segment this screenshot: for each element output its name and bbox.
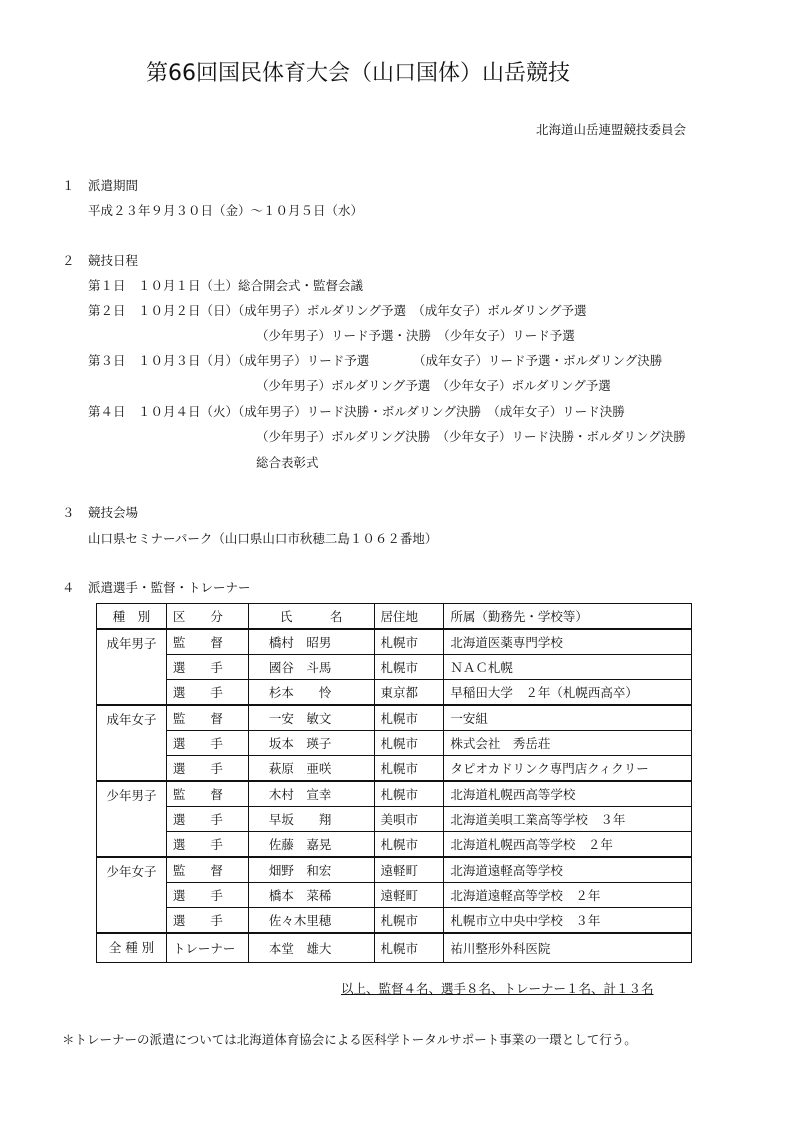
cell-name: 木村 宣幸 [248,781,374,807]
cell-affiliation: 北海道美唄工業高等学校 ３年 [444,807,692,832]
cell-affiliation: 一安組 [444,705,692,731]
cell-role: 選 手 [166,731,248,756]
table-row [97,705,692,731]
section-heading: 競技日程 [88,253,139,268]
cell-affiliation: 株式会社 秀岳荘 [444,731,692,756]
cell-role: 選 手 [166,832,248,858]
cell-name: 萩原 亜咲 [248,756,374,782]
cell-category: 全 種 別 [97,933,167,963]
cell-role: 選 手 [166,680,248,706]
cell-residence: 札幌市 [374,908,444,934]
cell-residence: 東京都 [374,680,444,706]
cell-affiliation: 北海道遠軽高等学校 ２年 [444,883,692,908]
table-row [97,883,692,908]
organization-name: 北海道山岳連盟競技委員会 [536,122,687,137]
schedule-line: （少年男子）リード予選・決勝 （少年女子）リード予選 [256,328,575,343]
cell-role: トレーナー [166,933,248,963]
cell-name: 杉本 怜 [248,680,374,706]
cell-category: 成年男子 [97,629,167,705]
cell-affiliation: 北海道医薬専門学校 [444,629,692,655]
schedule-line: （少年男子）ボルダリング決勝 （少年女子）リード決勝・ボルダリング決勝 [256,429,686,444]
cell-name: 畑野 和宏 [248,857,374,883]
members-table-body [97,604,692,963]
table-row [97,629,692,655]
cell-residence: 札幌市 [374,629,444,655]
cell-name: 橋村 昭男 [248,629,374,655]
cell-name: 橋本 菜稀 [248,883,374,908]
cell-category: 少年女子 [97,857,167,933]
cell-role: 選 手 [166,908,248,934]
cell-affiliation: 早稲田大学 ２年（札幌西高卒） [444,680,692,706]
dispatch-period-text: 平成２３年９月３０日（金）～１０月５日（水） [88,203,364,218]
section-heading: 派遣選手・監督・トレーナー [88,580,251,595]
cell-residence: 札幌市 [374,781,444,807]
table-row [97,832,692,858]
table-row [97,731,692,756]
table-row [97,680,692,706]
table-row [97,756,692,782]
section-dispatch-period-heading [62,176,138,194]
section-heading: 派遣期間 [88,178,139,193]
cell-role: 監 督 [166,705,248,731]
cell-category: 少年男子 [97,781,167,857]
cell-residence: 美唄市 [374,807,444,832]
members-table [96,603,692,963]
section-number: ２ [62,253,75,268]
cell-role: 選 手 [166,807,248,832]
cell-name: 坂本 瑛子 [248,731,374,756]
footnote: ＊トレーナーの派遣については北海道体育協会による医科学トータルサポート事業の一環として行う。 [62,1032,637,1047]
section-number: ３ [62,505,75,520]
schedule-line: 第１日 １０月１日（土）総合開会式・監督会議 [88,278,364,293]
cell-residence: 札幌市 [374,832,444,858]
cell-role: 選 手 [166,883,248,908]
cell-residence: 札幌市 [374,933,444,963]
cell-name: 本堂 雄大 [248,933,374,963]
cell-affiliation: タピオカドリンク専門店クィクリー [444,756,692,782]
cell-residence: 遠軽町 [374,883,444,908]
cell-category: 成年女子 [97,705,167,781]
cell-name: 早坂 翔 [248,807,374,832]
cell-residence: 札幌市 [374,705,444,731]
table-header-row [97,604,692,630]
section-members-heading [62,578,251,596]
cell-name: 國谷 斗馬 [248,655,374,680]
column-header-residence: 居住地 [374,604,444,630]
cell-affiliation: 北海道遠軽高等学校 [444,857,692,883]
venue-text: 山口県セミナーパーク（山口県山口市秋穂二島１０６２番地） [88,531,438,546]
cell-name: 佐藤 嘉晃 [248,832,374,858]
cell-name: 佐々木里穂 [248,908,374,934]
cell-affiliation: 北海道札幌西高等学校 [444,781,692,807]
cell-residence: 札幌市 [374,655,444,680]
schedule-line: 第３日 １０月３日（月）（成年男子）リード予選 （成年女子）リード予選・ボルダリング決勝 [88,353,663,368]
document-title: 第66回国民体育大会（山口国体）山岳競技 [146,61,570,86]
cell-residence: 札幌市 [374,756,444,782]
table-row [97,933,692,963]
cell-role: 選 手 [166,756,248,782]
column-header-affiliation: 所属（勤務先・学校等） [444,604,692,630]
cell-name: 一安 敏文 [248,705,374,731]
table-row [97,781,692,807]
section-number: １ [62,178,75,193]
schedule-line: 総合表彰式 [256,455,319,470]
cell-affiliation: 札幌市立中央中学校 ３年 [444,908,692,934]
table-row [97,807,692,832]
section-venue-heading [62,503,138,521]
cell-residence: 札幌市 [374,731,444,756]
summary-totals: 以上、監督４名、選手８名、トレーナー１名、計１３名 [341,981,654,996]
section-number: ４ [62,580,75,595]
schedule-line: （少年男子）ボルダリング予選 （少年女子）ボルダリング予選 [256,378,611,393]
cell-affiliation: ＮＡＣ札幌 [444,655,692,680]
cell-affiliation: 祐川整形外科医院 [444,933,692,963]
cell-affiliation: 北海道札幌西高等学校 ２年 [444,832,692,858]
section-schedule-heading [62,251,138,269]
cell-role: 監 督 [166,857,248,883]
schedule-line: 第４日 １０月４日（火）（成年男子）リード決勝・ボルダリング決勝 （成年女子）リード決勝 [88,404,625,419]
cell-role: 選 手 [166,655,248,680]
cell-residence: 遠軽町 [374,857,444,883]
cell-role: 監 督 [166,629,248,655]
table-row [97,655,692,680]
section-heading: 競技会場 [88,505,139,520]
table-row [97,857,692,883]
table-row [97,908,692,934]
schedule-line: 第２日 １０月２日（日）（成年男子）ボルダリング予選 （成年女子）ボルダリング予選 [88,303,587,318]
column-header-category: 種 別 [97,604,167,630]
column-header-role: 区 分 [166,604,248,630]
column-header-name: 氏 名 [248,604,374,630]
cell-role: 監 督 [166,781,248,807]
